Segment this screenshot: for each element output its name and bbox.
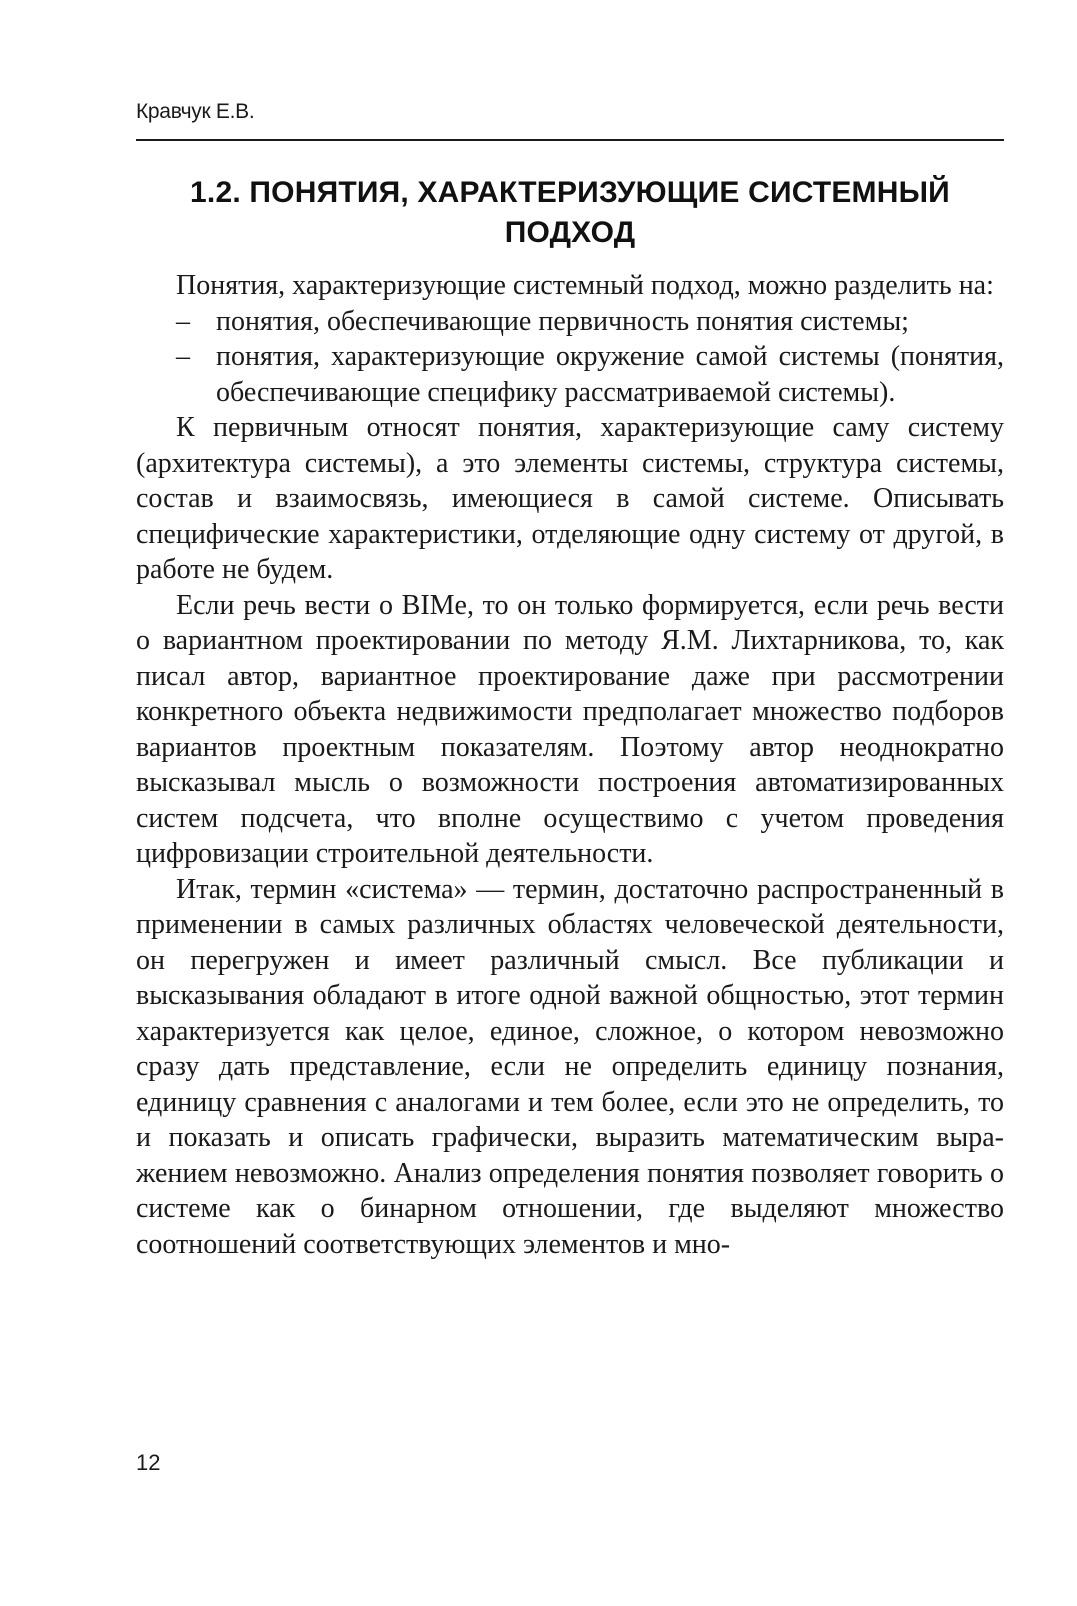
page-number: 12	[136, 1450, 161, 1475]
list-item	[136, 339, 1004, 410]
intro-paragraph: Понятия, характеризующие системный подход, можно разделить на:	[176, 270, 994, 301]
running-head-author: Кравчук Е.В.	[136, 100, 255, 123]
list-item-text: понятия, обеспечивающие первичность понятия системы;	[216, 305, 909, 337]
body-paragraph: Если речь вести о BIMе, то он только формируется, если речь вести о вариантном проектировании по методу Я.М. Лихтарникова, то, как писал автор, вариантное проектирование даже при рассмотрении конкретного объекта недвижимости предполагает множество подборов вариантов проектным показателям. Поэтому автор неоднократно высказывал мысль о возможности построения автоматизированных систем подсчета, что вполне осуществимо с учетом проведения цифровизации строительной деятельности.	[136, 589, 1004, 869]
body-paragraph: К первичным относят понятия, характеризующие саму систему (архитектура системы), а это элементы системы, структура системы, состав и взаимосвязь, имеющиеся в самой системе. Описывать специфические характеристики, отделяющие одну систему от другой, в работе не будем.	[136, 412, 1004, 585]
section-title: 1.2. ПОНЯТИЯ, ХАРАКТЕРИЗУЮЩИЕ СИСТЕМНЫЙ ПОДХОД	[190, 176, 950, 249]
header-rule	[136, 139, 1004, 141]
list-dash: –	[176, 341, 190, 372]
body-paragraph: Итак, термин «система» — термин, достаточно распространенный в применении в самых различных областях человеческой деятельности, он перегружен и имеет различный смысл. Все публикации и высказывания обладают в итоге одной важной общностью, этот термин характеризуется как целое, единое, сложное, о котором невозможно сразу дать представление, если не определить единицу познания, единицу сравнения с аналогами и тем более, если это не определить, то и показать и описать графически, выразить математическим выражением невозможно. Анализ определения понятия позволяет говорить о системе как о бинарном отношении, где выделяют множество соотношений соответствующих элементов и мно-	[136, 873, 1004, 1260]
body-text	[136, 268, 1004, 1262]
concept-list	[136, 304, 1004, 411]
list-dash: –	[176, 305, 190, 337]
list-item-text: понятия, характеризующие окружение самой системы (понятия, обеспечивающие специфику рассматриваемой системы).	[216, 341, 1004, 408]
list-item	[136, 304, 1004, 340]
